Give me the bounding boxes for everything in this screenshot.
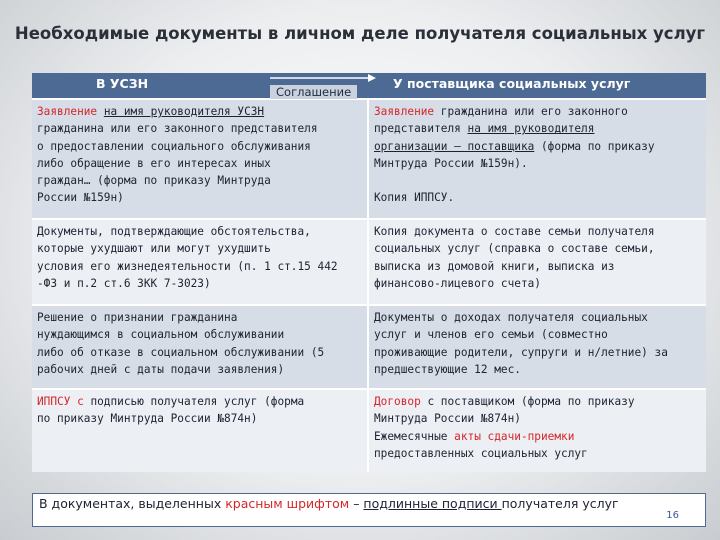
red-text-segment: Заявление <box>37 105 98 118</box>
text-segment: Документы, подтверждающие обстоятельства, которые ухудшают или могут ухудшить условия его жизнедеятельности (п. 1 ст.15 442 -ФЗ и п.2 ст.6 ЗКК 7-3023) <box>37 225 338 290</box>
table-row <box>32 218 706 304</box>
red-text-segment: ИППСУ с <box>37 395 84 408</box>
table-row <box>32 388 706 472</box>
page-number: 16 <box>666 510 679 521</box>
header-provider: У поставщика социальных услуг <box>393 76 631 91</box>
underlined-text-segment: на имя руководителя УСЗН <box>103 105 265 118</box>
documents-table <box>32 73 706 472</box>
row-2-provider <box>369 220 706 304</box>
text-segment: В документах, выделенных <box>39 496 226 511</box>
row-4-uszn <box>32 390 369 472</box>
page-title: Необходимые документы в личном деле получателя социальных услуг <box>14 24 706 43</box>
underlined-text-segment: на имя руководителя <box>467 122 595 136</box>
text-segment: с поставщиком (форма по приказу Минтруда России №874н) Ежемесячные <box>374 395 635 443</box>
text-segment: предоставленных социальных услуг <box>374 446 588 460</box>
row-3-provider <box>369 306 706 388</box>
footer-text <box>39 496 619 511</box>
red-text-segment: красным шрифтом <box>225 496 350 511</box>
underlined-text-segment: организации – поставщика <box>374 139 535 153</box>
text-segment: (форма по приказу Минтруда России №159н). Копия ИППСУ. <box>374 139 655 205</box>
text-segment: Копия документа о составе семьи получателя социальных услуг (справка о составе семьи, выписка из домовой книги, выписка из финансово-лицевого счета) <box>374 225 655 290</box>
text-segment: Документы о доходах получателя социальных услуг и членов его семьи (совместно проживающие родители, супруги и н/летние) за предшествующие 12 мес. <box>374 311 668 376</box>
header-uszn: В УСЗН <box>96 76 149 91</box>
text-segment: гражданина или его законного представителя о предоставлении социального обслуживания либо обращение в его интересах иных граждан… (форма по приказу Минтруда России №159н) <box>37 122 318 205</box>
table-header <box>32 73 706 98</box>
row-1-provider <box>369 100 706 218</box>
red-text-segment: Договор <box>374 395 421 408</box>
table-row <box>32 98 706 218</box>
text-segment: – <box>349 496 364 511</box>
text-segment: Решение о признании гражданина нуждающимся в социальном обслуживании либо об отказе в социальном обслуживании (5 рабочих дней с даты подачи заявления) <box>37 311 325 376</box>
agreement-label: Соглашение <box>270 85 357 99</box>
table-row <box>32 304 706 388</box>
footer-note <box>32 493 706 527</box>
text-segment: получателя услуг <box>501 496 619 511</box>
row-2-uszn <box>32 220 369 304</box>
row-4-provider <box>369 390 706 472</box>
red-text-segment: Заявление <box>374 105 435 118</box>
text-segment: подписью получателя услуг (форма по приказу Минтруда России №874н) <box>37 395 305 426</box>
underlined-text-segment: подлинные подписи <box>363 496 502 511</box>
row-3-uszn <box>32 306 369 388</box>
row-1-uszn <box>32 100 369 218</box>
text-segment <box>97 105 104 118</box>
text-segment: гражданина или его законного представителя <box>374 105 628 136</box>
red-text-segment: акты сдачи-приемки <box>454 429 575 443</box>
